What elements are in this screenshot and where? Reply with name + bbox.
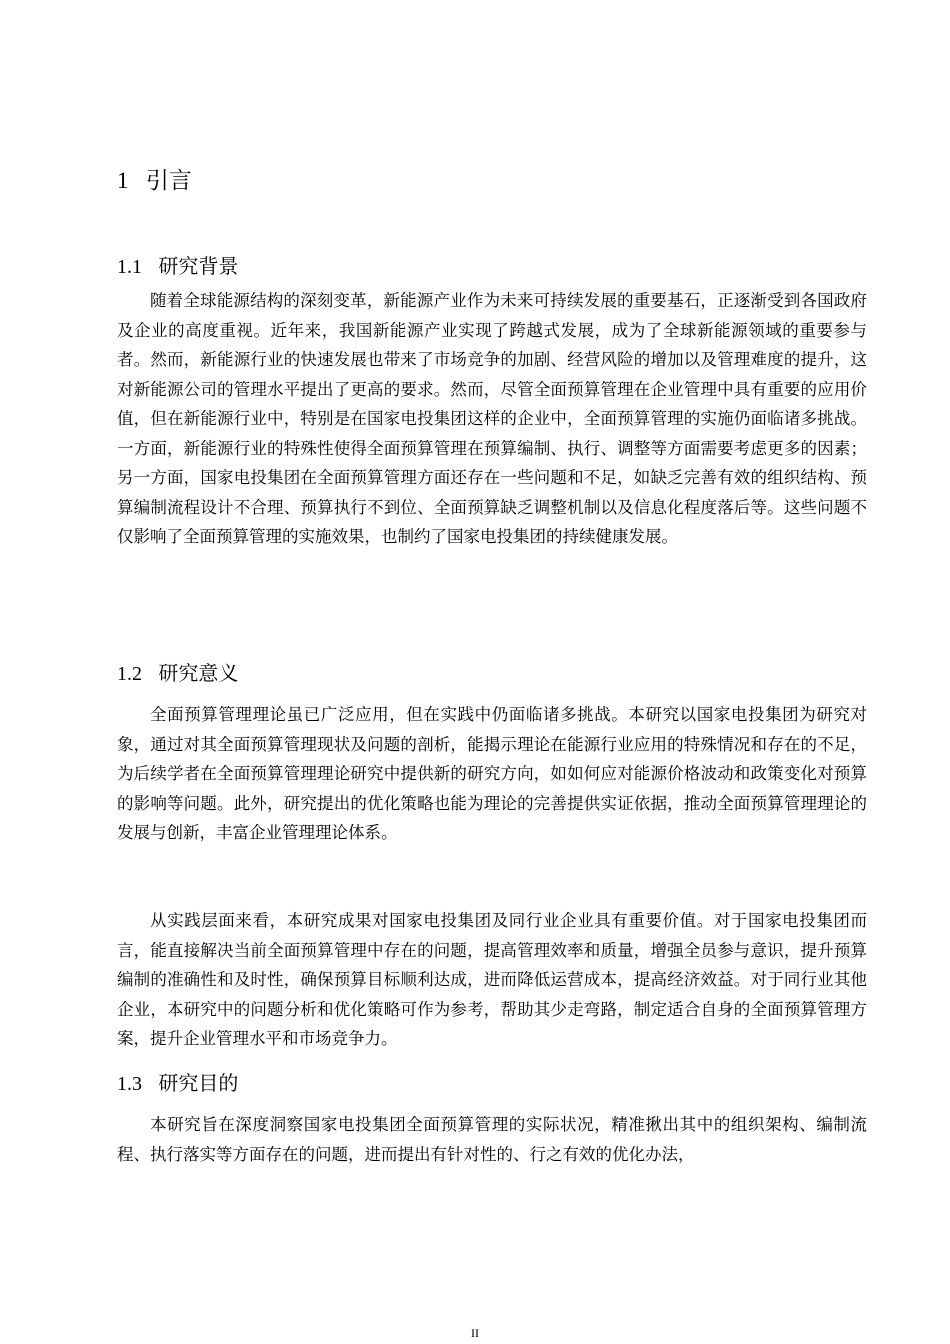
section-heading-1-1	[117, 250, 238, 279]
paragraph-objective: 本研究旨在深度洞察国家电投集团全面预算管理的实际状况，精准揪出其中的组织架构、编制流程、执行落实等方面存在的问题，进而提出有针对性的、行之有效的优化办法，	[117, 1115, 867, 1164]
section-number: 1.3	[117, 1073, 142, 1095]
section-title: 研究意义	[158, 661, 239, 685]
section-number: 1.2	[117, 663, 142, 685]
chapter-number: 1	[117, 168, 129, 193]
section-heading-1-3	[117, 1067, 238, 1096]
section-number: 1.1	[117, 256, 142, 278]
page-number: II	[471, 1326, 479, 1340]
chapter-title: 引言	[145, 168, 192, 194]
paragraph-significance-practice: 从实践层面来看，本研究成果对国家电投集团及同行业企业具有重要价值。对于国家电投集团而言，能直接解决当前全面预算管理中存在的问题，提高管理效率和质量，增强全员参与意识，提升预算编制的准确性和及时性，确保预算目标顺利达成，进而降低运营成本，提高经济效益。对于同行业其他企业，本研究中的问题分析和优化策略可作为参考，帮助其少走弯路，制定适合自身的全面预算管理方案，提升企业管理水平和市场竞争力。	[117, 911, 867, 1048]
section-heading-1-2	[117, 657, 238, 686]
paragraph-background: 随着全球能源结构的深刻变革，新能源产业作为未来可持续发展的重要基石，正逐渐受到各国政府及企业的高度重视。近年来，我国新能源产业实现了跨越式发展，成为了全球新能源领域的重要参与者。然而，新能源行业的快速发展也带来了市场竞争的加剧、经营风险的增加以及管理难度的提升，这对新能源公司的管理水平提出了更高的要求。然而，尽管全面预算管理在企业管理中具有重要的应用价值，但在新能源行业中，特别是在国家电投集团这样的企业中，全面预算管理的实施仍面临诸多挑战。一方面，新能源行业的特殊性使得全面预算管理在预算编制、执行、调整等方面需要考虑更多的因素；另一方面，国家电投集团在全面预算管理方面还存在一些问题和不足，如缺乏完善有效的组织结构、预算编制流程设计不合理、预算执行不到位、全面预算缺乏调整机制以及信息化程度落后等。这些问题不仅影响了全面预算管理的实施效果，也制约了国家电投集团的持续健康发展。	[117, 291, 867, 546]
paragraph-significance-theory: 全面预算管理理论虽已广泛应用，但在实践中仍面临诸多挑战。本研究以国家电投集团为研究对象，通过对其全面预算管理现状及问题的剖析，能揭示理论在能源行业应用的特殊情况和存在的不足，为后续学者在全面预算管理理论研究中提供新的研究方向，如如何应对能源价格波动和政策变化对预算的影响等问题。此外，研究提出的优化策略也能为理论的完善提供实证依据，推动全面预算管理理论的发展与创新，丰富企业管理理论体系。	[117, 705, 867, 842]
chapter-heading	[117, 162, 192, 195]
section-title: 研究背景	[158, 254, 239, 278]
section-title: 研究目的	[158, 1071, 239, 1095]
